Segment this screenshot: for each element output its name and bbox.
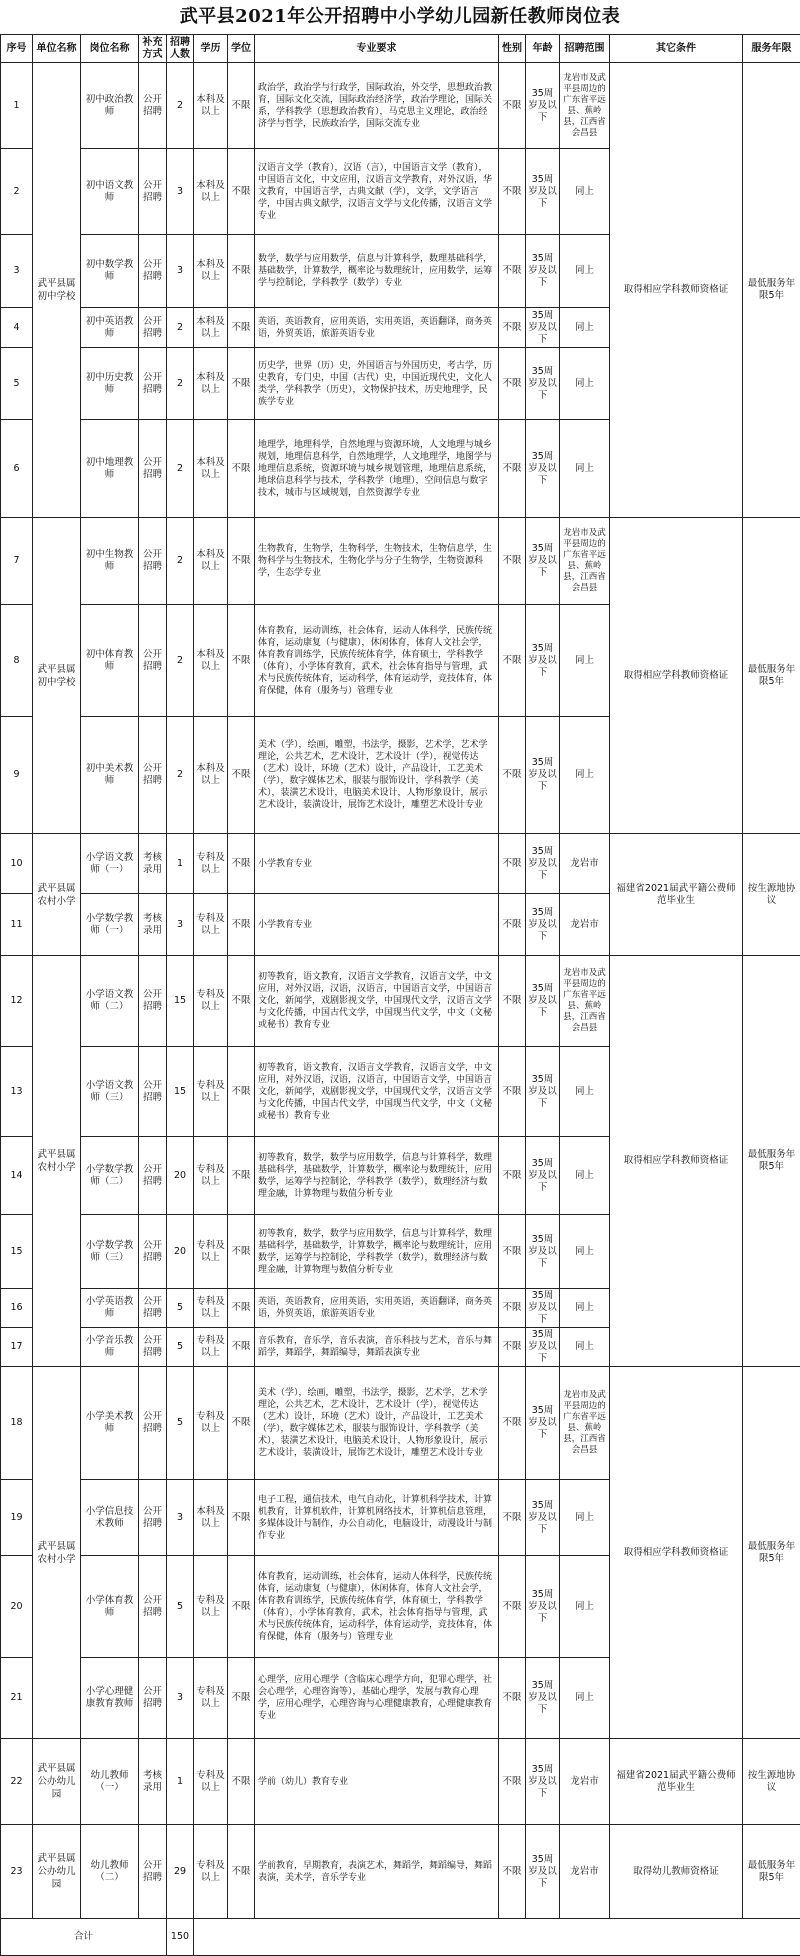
unit-name: 武平县属公办幼儿园 xyxy=(33,1825,81,1919)
method: 公开招聘 xyxy=(139,956,167,1047)
major-requirement: 初等教育，数学，数学与应用数学，信息与计算科学，数理基础科学，基础数学，计算数学，概率论与数理统计，应用数学，运筹学与控制论，学科教学（数学），数理经济与数理金融，计算物理与数值分析专业 xyxy=(255,1137,499,1215)
gender: 不限 xyxy=(499,1137,526,1215)
gender: 不限 xyxy=(499,956,526,1047)
major-requirement: 音乐教育，音乐学，音乐表演，音乐科技与艺术，音乐与舞蹈学，舞蹈学，舞蹈编导，舞蹈表演专业 xyxy=(255,1328,499,1367)
count: 20 xyxy=(167,1137,194,1215)
method: 公开招聘 xyxy=(139,1047,167,1137)
recruitment-table xyxy=(0,34,800,1956)
other-conditions: 取得相应学科教师资格证 xyxy=(610,956,743,1367)
header-cell: 招聘人数 xyxy=(167,35,194,63)
row-number: 2 xyxy=(1,149,33,235)
post-name: 初中历史教师 xyxy=(81,348,139,420)
recruit-scope: 龙岩市 xyxy=(560,894,610,956)
age: 35周岁及以下 xyxy=(526,235,560,308)
page-title: 武平县2021年公开招聘中小学幼儿园新任教师岗位表 xyxy=(0,0,800,34)
age: 35周岁及以下 xyxy=(526,834,560,894)
count: 2 xyxy=(167,63,194,149)
count: 3 xyxy=(167,1658,194,1739)
gender: 不限 xyxy=(499,1825,526,1919)
recruit-scope: 同上 xyxy=(560,235,610,308)
method: 考核录用 xyxy=(139,1739,167,1825)
header-cell: 补充方式 xyxy=(139,35,167,63)
count: 3 xyxy=(167,1480,194,1556)
service-years: 按生源地协议 xyxy=(743,1739,800,1825)
method: 公开招聘 xyxy=(139,1556,167,1658)
gender: 不限 xyxy=(499,149,526,235)
total-count: 150 xyxy=(167,1919,194,1956)
gender: 不限 xyxy=(499,894,526,956)
method: 公开招聘 xyxy=(139,1825,167,1919)
row-number: 6 xyxy=(1,420,33,518)
table-row xyxy=(1,956,800,1047)
education: 本科及以上 xyxy=(194,518,228,605)
education: 专科及以上 xyxy=(194,1739,228,1825)
count: 29 xyxy=(167,1825,194,1919)
degree: 不限 xyxy=(228,1137,255,1215)
major-requirement: 小学教育专业 xyxy=(255,834,499,894)
age: 35周岁及以下 xyxy=(526,1658,560,1739)
total-blank xyxy=(194,1919,800,1956)
age: 35周岁及以下 xyxy=(526,1739,560,1825)
education: 本科及以上 xyxy=(194,63,228,149)
major-requirement: 历史学，世界（历）史，外国语言与外国历史，考古学，历史教育，专门史，中国（古代）史，中国近现代史，文化人类学，学科教学（历史），文物保护技术，历史地理学，民族学专业 xyxy=(255,348,499,420)
header-cell: 单位名称 xyxy=(33,35,81,63)
unit-name: 武平县属公办幼儿园 xyxy=(33,1739,81,1825)
recruit-scope: 龙岩市 xyxy=(560,1739,610,1825)
table-row xyxy=(1,1367,800,1480)
row-number: 12 xyxy=(1,956,33,1047)
row-number: 3 xyxy=(1,235,33,308)
age: 35周岁及以下 xyxy=(526,308,560,348)
count: 5 xyxy=(167,1367,194,1480)
recruit-scope: 同上 xyxy=(560,1215,610,1289)
education: 本科及以上 xyxy=(194,605,228,717)
method: 公开招聘 xyxy=(139,1658,167,1739)
post-name: 小学心理健康教育教师 xyxy=(81,1658,139,1739)
age: 35周岁及以下 xyxy=(526,1047,560,1137)
recruit-scope: 同上 xyxy=(560,1480,610,1556)
education: 专科及以上 xyxy=(194,1215,228,1289)
row-number: 4 xyxy=(1,308,33,348)
degree: 不限 xyxy=(228,894,255,956)
count: 2 xyxy=(167,717,194,834)
education: 专科及以上 xyxy=(194,834,228,894)
education: 专科及以上 xyxy=(194,956,228,1047)
count: 5 xyxy=(167,1289,194,1328)
method: 公开招聘 xyxy=(139,1367,167,1480)
gender: 不限 xyxy=(499,1289,526,1328)
age: 35周岁及以下 xyxy=(526,1367,560,1480)
row-number: 16 xyxy=(1,1289,33,1328)
row-number: 5 xyxy=(1,348,33,420)
degree: 不限 xyxy=(228,308,255,348)
post-name: 初中数学教师 xyxy=(81,235,139,308)
degree: 不限 xyxy=(228,1658,255,1739)
count: 5 xyxy=(167,1556,194,1658)
degree: 不限 xyxy=(228,605,255,717)
age: 35周岁及以下 xyxy=(526,1328,560,1367)
gender: 不限 xyxy=(499,348,526,420)
major-requirement: 美术（学），绘画，雕塑，书法学，摄影，艺术学，艺术学理论，公共艺术，艺术设计，艺术设计（学），视觉传达（艺术）设计，环境（艺术）设计，产品设计，工艺美术（学），数字媒体艺术，服装与服饰设计，学科教学（美术），装潢艺术设计，电脑美术设计，人物形象设计，展示艺术设计，装潢设计，展饰艺术设计，雕塑艺术设计专业 xyxy=(255,717,499,834)
row-number: 15 xyxy=(1,1215,33,1289)
recruit-scope: 同上 xyxy=(560,348,610,420)
age: 35周岁及以下 xyxy=(526,1289,560,1328)
count: 1 xyxy=(167,1739,194,1825)
unit-name: 武平县属初中学校 xyxy=(33,518,81,834)
other-conditions: 福建省2021届武平籍公费师范毕业生 xyxy=(610,834,743,956)
age: 35周岁及以下 xyxy=(526,420,560,518)
major-requirement: 生物教育，生物学，生物科学，生物技术，生物信息学，生物科学与生物技术，生物化学与分子生物学，生物资源科学，生态学专业 xyxy=(255,518,499,605)
gender: 不限 xyxy=(499,1047,526,1137)
age: 35周岁及以下 xyxy=(526,63,560,149)
degree: 不限 xyxy=(228,1739,255,1825)
method: 公开招聘 xyxy=(139,1137,167,1215)
row-number: 19 xyxy=(1,1480,33,1556)
method: 公开招聘 xyxy=(139,149,167,235)
post-name: 小学信息技术教师 xyxy=(81,1480,139,1556)
major-requirement: 英语，英语教育，应用英语，实用英语，英语翻译，商务英语，外贸英语，旅游英语专业 xyxy=(255,1289,499,1328)
education: 本科及以上 xyxy=(194,420,228,518)
gender: 不限 xyxy=(499,1328,526,1367)
gender: 不限 xyxy=(499,235,526,308)
education: 本科及以上 xyxy=(194,717,228,834)
education: 本科及以上 xyxy=(194,235,228,308)
header-cell: 年龄 xyxy=(526,35,560,63)
method: 公开招聘 xyxy=(139,348,167,420)
row-number: 13 xyxy=(1,1047,33,1137)
education: 本科及以上 xyxy=(194,348,228,420)
major-requirement: 小学教育专业 xyxy=(255,894,499,956)
header-cell: 招聘范围 xyxy=(560,35,610,63)
age: 35周岁及以下 xyxy=(526,717,560,834)
row-number: 9 xyxy=(1,717,33,834)
education: 专科及以上 xyxy=(194,1556,228,1658)
age: 35周岁及以下 xyxy=(526,956,560,1047)
major-requirement: 体育教育，运动训练，社会体育，运动人体科学，民族传统体育，运动康复（与健康），休闲体育，体育人文社会学，体育教育训练学，民族传统体育学，体育硕士，学科教学（体育），小学体育教育，武术，社会体育指导与管理，武术与民族传统体育，运动科学，体育运动学，竞技体育，体育保健，体育（服务与）管理专业 xyxy=(255,1556,499,1658)
row-number: 8 xyxy=(1,605,33,717)
post-name: 小学音乐教师 xyxy=(81,1328,139,1367)
recruit-scope: 龙岩市 xyxy=(560,834,610,894)
count: 2 xyxy=(167,348,194,420)
total-label: 合计 xyxy=(1,1919,167,1956)
method: 公开招聘 xyxy=(139,308,167,348)
degree: 不限 xyxy=(228,235,255,308)
education: 本科及以上 xyxy=(194,308,228,348)
post-name: 小学数学教师（二） xyxy=(81,1137,139,1215)
age: 35周岁及以下 xyxy=(526,1556,560,1658)
table-row xyxy=(1,63,800,149)
gender: 不限 xyxy=(499,1367,526,1480)
method: 公开招聘 xyxy=(139,518,167,605)
major-requirement: 体育教育，运动训练，社会体育，运动人体科学，民族传统体育，运动康复（与健康），休闲体育，体育人文社会学，体育教育训练学，民族传统体育学，体育硕士，学科教学（体育），小学体育教育，武术，社会体育指导与管理，武术与民族传统体育，运动科学，体育运动学，竞技体育，体育保健，体育（服务与）管理专业 xyxy=(255,605,499,717)
post-name: 小学英语教师 xyxy=(81,1289,139,1328)
method: 公开招聘 xyxy=(139,1328,167,1367)
post-name: 小学数学教师（三） xyxy=(81,1215,139,1289)
degree: 不限 xyxy=(228,834,255,894)
table-row xyxy=(1,518,800,605)
header-cell: 学历 xyxy=(194,35,228,63)
header-cell: 岗位名称 xyxy=(81,35,139,63)
count: 3 xyxy=(167,235,194,308)
age: 35周岁及以下 xyxy=(526,348,560,420)
recruit-scope: 同上 xyxy=(560,308,610,348)
recruit-scope: 同上 xyxy=(560,1556,610,1658)
major-requirement: 美术（学），绘画，雕塑，书法学，摄影，艺术学，艺术学理论，公共艺术，艺术设计，艺术设计（学），视觉传达（艺术）设计，环境（艺术）设计，产品设计，工艺美术（学），数字媒体艺术，服装与服饰设计，学科教学（美术），装潢艺术设计，电脑美术设计，人物形象设计，展示艺术设计，装潢设计，展饰艺术设计，雕塑艺术设计专业 xyxy=(255,1367,499,1480)
gender: 不限 xyxy=(499,1739,526,1825)
degree: 不限 xyxy=(228,348,255,420)
degree: 不限 xyxy=(228,1825,255,1919)
method: 公开招聘 xyxy=(139,717,167,834)
header-cell: 学位 xyxy=(228,35,255,63)
gender: 不限 xyxy=(499,717,526,834)
row-number: 7 xyxy=(1,518,33,605)
service-years: 最低服务年限5年 xyxy=(743,518,800,834)
table-row xyxy=(1,1739,800,1825)
count: 2 xyxy=(167,605,194,717)
education: 专科及以上 xyxy=(194,1137,228,1215)
count: 1 xyxy=(167,834,194,894)
post-name: 初中语文教师 xyxy=(81,149,139,235)
education: 专科及以上 xyxy=(194,1328,228,1367)
unit-name: 武平县属农村小学 xyxy=(33,834,81,956)
major-requirement: 英语，英语教育，应用英语，实用英语，英语翻译，商务英语，外贸英语，旅游英语专业 xyxy=(255,308,499,348)
recruit-scope: 龙岩市及武平县周边的广东省平远县、蕉岭县，江西省会昌县 xyxy=(560,1367,610,1480)
header-cell: 其它条件 xyxy=(610,35,743,63)
major-requirement: 心理学，应用心理学（含临床心理学方向，犯罪心理学，社会心理学，心理咨询等），基础心理学，发展与教育心理学，应用心理学，心理咨询与心理健康教育，心理健康教育专业 xyxy=(255,1658,499,1739)
other-conditions: 取得相应学科教师资格证 xyxy=(610,63,743,518)
row-number: 22 xyxy=(1,1739,33,1825)
method: 公开招聘 xyxy=(139,1289,167,1328)
row-number: 1 xyxy=(1,63,33,149)
education: 专科及以上 xyxy=(194,894,228,956)
count: 3 xyxy=(167,894,194,956)
unit-name: 武平县属农村小学 xyxy=(33,1367,81,1739)
recruit-scope: 同上 xyxy=(560,1328,610,1367)
major-requirement: 初等教育，数学，数学与应用数学，信息与计算科学，数理基础科学，基础数学，计算数学，概率论与数理统计，应用数学，运筹学与控制论，学科教学（数学），数理经济与数理金融，计算物理与数值分析专业 xyxy=(255,1215,499,1289)
recruit-scope: 同上 xyxy=(560,149,610,235)
recruit-scope: 同上 xyxy=(560,605,610,717)
degree: 不限 xyxy=(228,149,255,235)
header-cell: 序号 xyxy=(1,35,33,63)
recruit-scope: 同上 xyxy=(560,1137,610,1215)
method: 公开招聘 xyxy=(139,235,167,308)
age: 35周岁及以下 xyxy=(526,1480,560,1556)
degree: 不限 xyxy=(228,1480,255,1556)
major-requirement: 初等教育，语文教育，汉语言文学教育，汉语言文学，中文应用，对外汉语，汉语，汉语言，中国语言文学，中国语言文化，新闻学，戏剧影视文学，中国现代文学，汉语言文学与文化传播，中国古代文学，中国现当代文学，中文（文秘或秘书）教育专业 xyxy=(255,956,499,1047)
gender: 不限 xyxy=(499,63,526,149)
recruit-scope: 同上 xyxy=(560,1289,610,1328)
row-number: 20 xyxy=(1,1556,33,1658)
recruit-scope: 同上 xyxy=(560,717,610,834)
degree: 不限 xyxy=(228,1556,255,1658)
gender: 不限 xyxy=(499,308,526,348)
major-requirement: 电子工程，通信技术，电气自动化，计算机科学技术，计算机教育，计算机软件，计算机网络技术，计算机信息管理，多媒体设计与制作，办公自动化，电脑设计，动漫设计与制作专业 xyxy=(255,1480,499,1556)
degree: 不限 xyxy=(228,1215,255,1289)
education: 本科及以上 xyxy=(194,1480,228,1556)
post-name: 初中政治教师 xyxy=(81,63,139,149)
count: 2 xyxy=(167,518,194,605)
degree: 不限 xyxy=(228,1367,255,1480)
education: 专科及以上 xyxy=(194,1047,228,1137)
major-requirement: 地理学，地理科学，自然地理与资源环境，人文地理与城乡规划，地理信息科学，自然地理学，人文地理学，地图学与地理信息系统，资源环境与城乡规划管理，地理信息系统，地球信息科学与技术，学科教学（地理），空间信息与数字技术，城市与区域规划，自然资源学专业 xyxy=(255,420,499,518)
major-requirement: 汉语言文学（教育），汉语（言），中国语言文学（教育），中国语言文化，中文应用，汉语言文学教育，对外汉语，华文教育，中国语言学，古典文献（学），文学，文学语言学，中国古典文献学，汉语言文学与文化传播，汉语言文学专业 xyxy=(255,149,499,235)
age: 35周岁及以下 xyxy=(526,1137,560,1215)
method: 公开招聘 xyxy=(139,420,167,518)
age: 35周岁及以下 xyxy=(526,1825,560,1919)
recruit-scope: 龙岩市及武平县周边的广东省平远县、蕉岭县，江西省会昌县 xyxy=(560,63,610,149)
education: 专科及以上 xyxy=(194,1289,228,1328)
education: 专科及以上 xyxy=(194,1367,228,1480)
recruit-scope: 同上 xyxy=(560,1047,610,1137)
row-number: 23 xyxy=(1,1825,33,1919)
gender: 不限 xyxy=(499,1215,526,1289)
total-row xyxy=(1,1919,800,1956)
row-number: 11 xyxy=(1,894,33,956)
gender: 不限 xyxy=(499,834,526,894)
count: 15 xyxy=(167,956,194,1047)
header-cell: 专业要求 xyxy=(255,35,499,63)
education: 专科及以上 xyxy=(194,1825,228,1919)
post-name: 幼儿教师（二） xyxy=(81,1825,139,1919)
degree: 不限 xyxy=(228,518,255,605)
method: 公开招聘 xyxy=(139,63,167,149)
degree: 不限 xyxy=(228,956,255,1047)
service-years: 最低服务年限5年 xyxy=(743,1367,800,1739)
service-years: 最低服务年限5年 xyxy=(743,63,800,518)
count: 15 xyxy=(167,1047,194,1137)
method: 考核录用 xyxy=(139,894,167,956)
post-name: 小学美术教师 xyxy=(81,1367,139,1480)
other-conditions: 取得相应学科教师资格证 xyxy=(610,518,743,834)
post-name: 小学语文教师（二） xyxy=(81,956,139,1047)
count: 2 xyxy=(167,420,194,518)
age: 35周岁及以下 xyxy=(526,149,560,235)
major-requirement: 数学，数学与应用数学，信息与计算科学，数理基础科学，基础数学，计算数学，概率论与数理统计，应用数学，运筹学与控制论，学科教学（数学）专业 xyxy=(255,235,499,308)
major-requirement: 政治学，政治学与行政学，国际政治，外交学，思想政治教育，国际文化交流，国际政治经济学，政治学理论，国际关系，学科教学（思想政治教育），马克思主义理论，政治经济学与哲学，民族政治学，国际交流专业 xyxy=(255,63,499,149)
count: 20 xyxy=(167,1215,194,1289)
post-name: 小学数学教师（一） xyxy=(81,894,139,956)
method: 公开招聘 xyxy=(139,1215,167,1289)
education: 本科及以上 xyxy=(194,149,228,235)
age: 35周岁及以下 xyxy=(526,605,560,717)
education: 专科及以上 xyxy=(194,1658,228,1739)
table-row xyxy=(1,1825,800,1919)
post-name: 幼儿教师（一） xyxy=(81,1739,139,1825)
header-cell: 性别 xyxy=(499,35,526,63)
count: 2 xyxy=(167,308,194,348)
post-name: 初中生物教师 xyxy=(81,518,139,605)
method: 考核录用 xyxy=(139,834,167,894)
post-name: 初中地理教师 xyxy=(81,420,139,518)
header-cell: 服务年限 xyxy=(743,35,800,63)
degree: 不限 xyxy=(228,1289,255,1328)
gender: 不限 xyxy=(499,420,526,518)
other-conditions: 取得幼儿教师资格证 xyxy=(610,1825,743,1919)
post-name: 初中体育教师 xyxy=(81,605,139,717)
major-requirement: 学前（幼儿）教育专业 xyxy=(255,1739,499,1825)
degree: 不限 xyxy=(228,1328,255,1367)
major-requirement: 学前教育，早期教育，表演艺术，舞蹈学，舞蹈编导，舞蹈表演，美术学，音乐学专业 xyxy=(255,1825,499,1919)
post-name: 小学语文教师（一） xyxy=(81,834,139,894)
post-name: 小学语文教师（三） xyxy=(81,1047,139,1137)
post-name: 初中美术教师 xyxy=(81,717,139,834)
gender: 不限 xyxy=(499,1556,526,1658)
count: 5 xyxy=(167,1328,194,1367)
degree: 不限 xyxy=(228,420,255,518)
recruit-scope: 龙岩市 xyxy=(560,1825,610,1919)
other-conditions: 福建省2021届武平籍公费师范毕业生 xyxy=(610,1739,743,1825)
count: 3 xyxy=(167,149,194,235)
degree: 不限 xyxy=(228,63,255,149)
major-requirement: 初等教育，语文教育，汉语言文学教育，汉语言文学，中文应用，对外汉语，汉语，汉语言，中国语言文学，中国语言文化，新闻学，戏剧影视文学，中国现代文学，汉语言文学与文化传播，中国古代文学，中国现当代文学，中文（文秘或秘书）教育专业 xyxy=(255,1047,499,1137)
degree: 不限 xyxy=(228,1047,255,1137)
post-name: 初中英语教师 xyxy=(81,308,139,348)
row-number: 10 xyxy=(1,834,33,894)
unit-name: 武平县属初中学校 xyxy=(33,63,81,518)
recruit-scope: 龙岩市及武平县周边的广东省平远县、蕉岭县，江西省会昌县 xyxy=(560,956,610,1047)
age: 35周岁及以下 xyxy=(526,894,560,956)
age: 35周岁及以下 xyxy=(526,518,560,605)
gender: 不限 xyxy=(499,518,526,605)
recruit-scope: 同上 xyxy=(560,420,610,518)
recruit-scope: 同上 xyxy=(560,1658,610,1739)
method: 公开招聘 xyxy=(139,605,167,717)
post-name: 小学体育教师 xyxy=(81,1556,139,1658)
service-years: 最低服务年限5年 xyxy=(743,1825,800,1919)
method: 公开招聘 xyxy=(139,1480,167,1556)
table-row xyxy=(1,834,800,894)
gender: 不限 xyxy=(499,1658,526,1739)
degree: 不限 xyxy=(228,717,255,834)
row-number: 18 xyxy=(1,1367,33,1480)
other-conditions: 取得相应学科教师资格证 xyxy=(610,1367,743,1739)
gender: 不限 xyxy=(499,605,526,717)
service-years: 按生源地协议 xyxy=(743,834,800,956)
row-number: 21 xyxy=(1,1658,33,1739)
service-years: 最低服务年限5年 xyxy=(743,956,800,1367)
unit-name: 武平县属农村小学 xyxy=(33,956,81,1367)
row-number: 14 xyxy=(1,1137,33,1215)
row-number: 17 xyxy=(1,1328,33,1367)
gender: 不限 xyxy=(499,1480,526,1556)
header-row xyxy=(1,35,800,63)
recruit-scope: 龙岩市及武平县周边的广东省平远县、蕉岭县，江西省会昌县 xyxy=(560,518,610,605)
age: 35周岁及以下 xyxy=(526,1215,560,1289)
